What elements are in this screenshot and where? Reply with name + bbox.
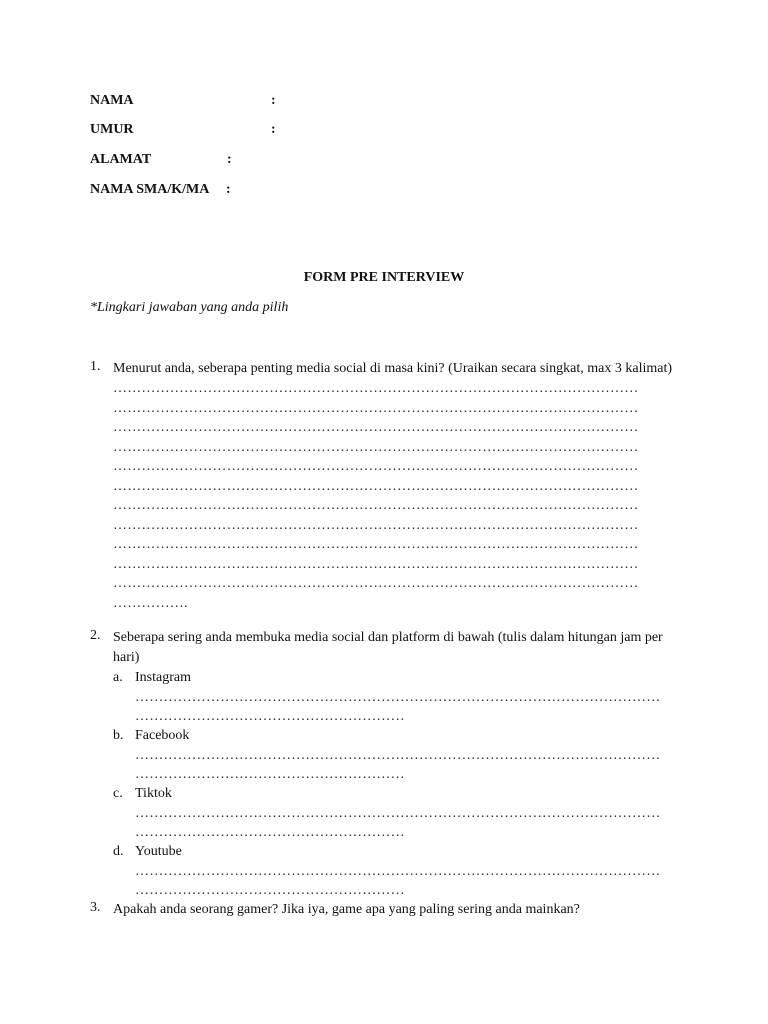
field-umur-colon: : — [271, 122, 276, 137]
option-letter: c. — [113, 786, 123, 801]
question-number: 3. — [90, 900, 101, 915]
option-letter: b. — [113, 728, 124, 743]
field-nama — [90, 93, 276, 109]
option-label: Youtube — [135, 844, 182, 859]
field-alamat-label: ALAMAT — [90, 152, 152, 167]
answer-line[interactable]: ………………………………………………………………………………………………… — [113, 420, 639, 435]
field-sma-colon: : — [226, 182, 231, 197]
option-facebook — [113, 726, 690, 784]
answer-line[interactable]: ………………………………………………………………………………………………… — [113, 459, 639, 474]
field-sma — [90, 182, 231, 198]
answer-line[interactable]: ………………………………………………………………………………………………… — [135, 748, 661, 763]
option-letter: d. — [113, 844, 124, 859]
field-alamat — [90, 152, 232, 168]
field-nama-label: NAMA — [90, 93, 134, 108]
answer-line-end[interactable]: ……………. — [113, 595, 188, 611]
option-label: Facebook — [135, 728, 190, 743]
answer-line[interactable]: ………………………………………………………………………………………………… — [135, 690, 661, 705]
answer-line[interactable]: ………………………………………………………………………………………………… — [113, 478, 639, 494]
answer-line[interactable]: ………………………………………………………………………………………………… — [113, 400, 639, 416]
answer-line[interactable]: ………………………………………………………………………………………………… — [113, 381, 639, 396]
answer-line-end[interactable]: ………………………………………………… — [135, 883, 405, 898]
field-umur — [90, 122, 276, 138]
answer-line-end[interactable]: ………………………………………………… — [135, 709, 405, 724]
answer-line[interactable]: ………………………………………………………………………………………………… — [113, 517, 639, 533]
answer-line[interactable]: ………………………………………………………………………………………………… — [113, 576, 639, 591]
question-number: 2. — [90, 628, 101, 643]
question-2 — [90, 628, 690, 900]
question-text: Menurut anda, seberapa penting media social di masa kini? (Uraikan secara singkat, max 3 kalimat) — [113, 361, 673, 376]
instruction-text: *Lingkari jawaban yang anda pilih — [90, 300, 289, 315]
option-tiktok — [113, 784, 690, 842]
question-1 — [90, 359, 690, 613]
field-nama-colon: : — [271, 93, 276, 108]
field-alamat-colon: : — [227, 152, 232, 167]
answer-line[interactable]: ………………………………………………………………………………………………… — [113, 439, 639, 455]
answer-line-end[interactable]: ………………………………………………… — [135, 825, 405, 840]
field-sma-label: NAMA SMA/K/MA — [90, 182, 210, 197]
question-text: Apakah anda seorang gamer? Jika iya, game apa yang paling sering anda mainkan? — [113, 902, 580, 917]
question-text: Seberapa sering anda membuka media social dan platform di bawah (tulis dalam hitungan jam per hari) — [113, 630, 663, 665]
field-umur-label: UMUR — [90, 122, 134, 137]
answer-line[interactable]: ………………………………………………………………………………………………… — [135, 806, 661, 821]
option-label: Tiktok — [135, 786, 172, 801]
question-number: 1. — [90, 359, 101, 374]
option-letter: a. — [113, 670, 123, 685]
answer-line[interactable]: ………………………………………………………………………………………………… — [113, 498, 639, 513]
option-youtube — [113, 842, 690, 900]
answer-line-end[interactable]: ………………………………………………… — [135, 767, 405, 782]
option-label: Instagram — [135, 670, 191, 685]
question-3 — [90, 900, 690, 920]
form-title: FORM PRE INTERVIEW — [303, 270, 465, 285]
answer-line[interactable]: ………………………………………………………………………………………………… — [135, 864, 661, 879]
answer-line[interactable]: ………………………………………………………………………………………………… — [113, 556, 639, 572]
option-instagram — [113, 668, 690, 726]
answer-line[interactable]: ………………………………………………………………………………………………… — [113, 537, 639, 552]
